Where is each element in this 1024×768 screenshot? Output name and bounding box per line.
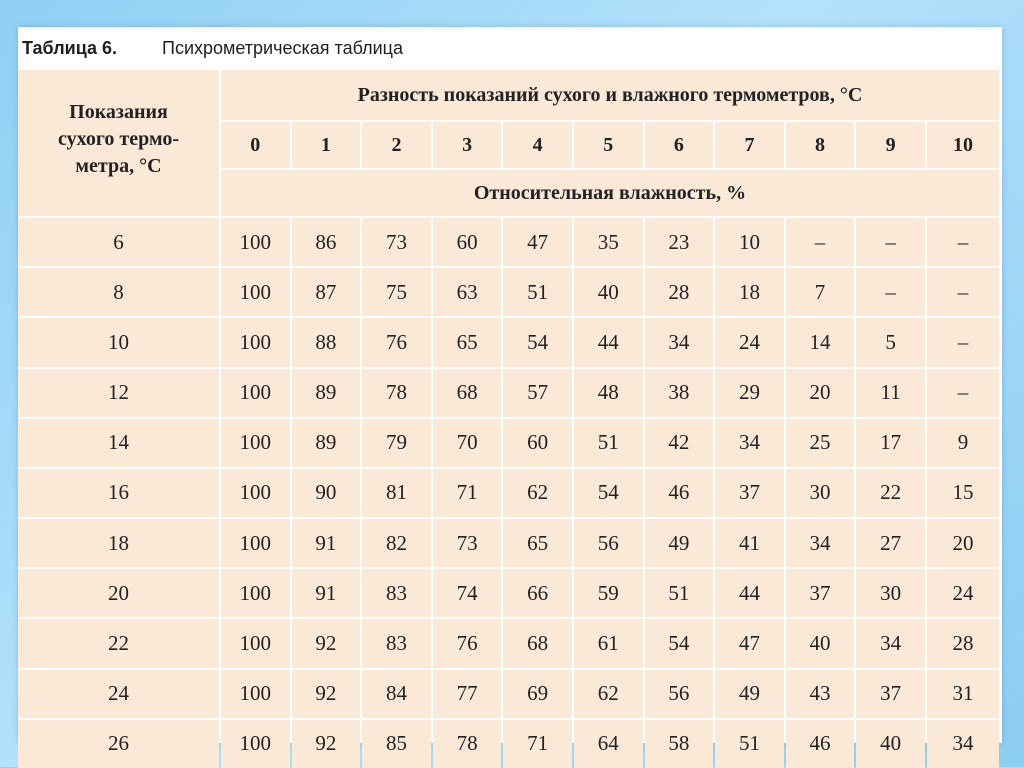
row-temperature: 22 xyxy=(18,619,219,667)
humidity-value: 38 xyxy=(645,369,714,417)
humidity-value: 56 xyxy=(645,670,714,718)
humidity-value: 74 xyxy=(433,569,502,617)
row-temperature: 12 xyxy=(18,369,219,417)
humidity-value: 37 xyxy=(715,469,784,517)
table-number: Таблица 6. xyxy=(22,37,118,58)
humidity-value: 40 xyxy=(786,619,855,667)
humidity-value: 28 xyxy=(927,619,999,667)
humidity-value: – xyxy=(927,218,999,266)
dry-thermometer-header xyxy=(18,70,219,216)
humidity-value: 23 xyxy=(645,218,714,266)
humidity-value: 69 xyxy=(503,670,572,718)
psychrometric-table xyxy=(18,70,1000,756)
humidity-value: 86 xyxy=(292,218,361,266)
humidity-value: 10 xyxy=(715,218,784,266)
humidity-value: 51 xyxy=(574,419,643,467)
humidity-value: 91 xyxy=(292,519,361,567)
humidity-value: 65 xyxy=(433,318,502,366)
difference-header: Разность показаний сухого и влажного термометров, °С xyxy=(221,70,999,120)
column-header: 8 xyxy=(786,122,855,168)
column-header: 1 xyxy=(292,122,361,168)
humidity-value: 40 xyxy=(574,268,643,316)
humidity-value: 24 xyxy=(715,318,784,366)
humidity-value: 62 xyxy=(503,469,572,517)
humidity-value: 49 xyxy=(715,670,784,718)
humidity-value: 100 xyxy=(221,218,290,266)
humidity-value: 34 xyxy=(927,720,999,768)
humidity-value: 25 xyxy=(786,419,855,467)
humidity-value: 89 xyxy=(292,419,361,467)
humidity-value: 100 xyxy=(221,619,290,667)
humidity-value: 60 xyxy=(433,218,502,266)
humidity-value: 30 xyxy=(786,469,855,517)
humidity-value: 57 xyxy=(503,369,572,417)
humidity-value: – xyxy=(927,268,999,316)
humidity-value: 11 xyxy=(856,369,925,417)
humidity-value: 70 xyxy=(433,419,502,467)
humidity-value: 44 xyxy=(574,318,643,366)
corner-line-2: сухого термо- xyxy=(58,127,179,150)
humidity-value: 81 xyxy=(362,469,431,517)
humidity-value: 51 xyxy=(715,720,784,768)
humidity-value: 46 xyxy=(645,469,714,517)
humidity-value: 34 xyxy=(856,619,925,667)
humidity-value: 18 xyxy=(715,268,784,316)
row-temperature: 8 xyxy=(18,268,219,316)
row-temperature: 26 xyxy=(18,720,219,768)
column-header: 2 xyxy=(362,122,431,168)
row-temperature: 10 xyxy=(18,318,219,366)
humidity-value: 28 xyxy=(645,268,714,316)
row-temperature: 20 xyxy=(18,569,219,617)
humidity-value: 22 xyxy=(856,469,925,517)
humidity-value: 17 xyxy=(856,419,925,467)
humidity-value: 7 xyxy=(786,268,855,316)
column-header: 6 xyxy=(645,122,714,168)
humidity-value: 77 xyxy=(433,670,502,718)
row-temperature: 6 xyxy=(18,218,219,266)
humidity-value: 49 xyxy=(645,519,714,567)
column-header: 3 xyxy=(433,122,502,168)
humidity-value: 100 xyxy=(221,268,290,316)
humidity-value: 58 xyxy=(645,720,714,768)
humidity-value: – xyxy=(927,318,999,366)
humidity-value: 92 xyxy=(292,720,361,768)
column-header: 0 xyxy=(221,122,290,168)
humidity-value: 9 xyxy=(927,419,999,467)
humidity-value: 46 xyxy=(786,720,855,768)
humidity-value: – xyxy=(856,218,925,266)
humidity-value: 41 xyxy=(715,519,784,567)
row-temperature: 18 xyxy=(18,519,219,567)
humidity-value: 37 xyxy=(786,569,855,617)
humidity-value: 71 xyxy=(503,720,572,768)
humidity-value: 27 xyxy=(856,519,925,567)
humidity-value: 56 xyxy=(574,519,643,567)
humidity-value: 82 xyxy=(362,519,431,567)
humidity-value: 37 xyxy=(856,670,925,718)
humidity-value: 48 xyxy=(574,369,643,417)
humidity-value: 100 xyxy=(221,469,290,517)
humidity-value: 79 xyxy=(362,419,431,467)
humidity-value: 92 xyxy=(292,619,361,667)
humidity-value: 85 xyxy=(362,720,431,768)
humidity-value: 34 xyxy=(786,519,855,567)
humidity-value: 68 xyxy=(433,369,502,417)
humidity-value: 88 xyxy=(292,318,361,366)
humidity-value: 68 xyxy=(503,619,572,667)
humidity-value: 20 xyxy=(786,369,855,417)
humidity-value: 15 xyxy=(927,469,999,517)
humidity-value: 100 xyxy=(221,318,290,366)
humidity-value: 44 xyxy=(715,569,784,617)
humidity-value: 47 xyxy=(715,619,784,667)
humidity-value: 60 xyxy=(503,419,572,467)
humidity-value: 59 xyxy=(574,569,643,617)
humidity-value: 43 xyxy=(786,670,855,718)
humidity-value: 89 xyxy=(292,369,361,417)
humidity-value: – xyxy=(927,369,999,417)
humidity-value: 54 xyxy=(645,619,714,667)
humidity-value: 47 xyxy=(503,218,572,266)
humidity-value: 30 xyxy=(856,569,925,617)
humidity-value: 83 xyxy=(362,619,431,667)
humidity-value: 51 xyxy=(503,268,572,316)
humidity-value: 100 xyxy=(221,569,290,617)
humidity-value: 76 xyxy=(362,318,431,366)
humidity-value: 83 xyxy=(362,569,431,617)
humidity-value: 91 xyxy=(292,569,361,617)
humidity-value: 14 xyxy=(786,318,855,366)
column-header: 4 xyxy=(503,122,572,168)
humidity-value: 54 xyxy=(503,318,572,366)
corner-line-3: метра, °С xyxy=(75,154,162,177)
humidity-value: 66 xyxy=(503,569,572,617)
humidity-value: 78 xyxy=(433,720,502,768)
humidity-value: 54 xyxy=(574,469,643,517)
column-header: 5 xyxy=(574,122,643,168)
humidity-value: 62 xyxy=(574,670,643,718)
row-temperature: 14 xyxy=(18,419,219,467)
humidity-value: 71 xyxy=(433,469,502,517)
humidity-value: 100 xyxy=(221,519,290,567)
column-header: 7 xyxy=(715,122,784,168)
humidity-value: 75 xyxy=(362,268,431,316)
humidity-value: 73 xyxy=(362,218,431,266)
humidity-value: 87 xyxy=(292,268,361,316)
table-title: Психрометрическая таблица xyxy=(162,37,403,58)
humidity-value: 5 xyxy=(856,318,925,366)
humidity-value: 40 xyxy=(856,720,925,768)
humidity-value: 31 xyxy=(927,670,999,718)
humidity-value: 100 xyxy=(221,670,290,718)
humidity-value: 24 xyxy=(927,569,999,617)
humidity-value: 34 xyxy=(645,318,714,366)
column-header: 9 xyxy=(856,122,925,168)
table-caption xyxy=(22,33,403,63)
humidity-value: – xyxy=(786,218,855,266)
humidity-value: 92 xyxy=(292,670,361,718)
humidity-value: 100 xyxy=(221,369,290,417)
humidity-value: 61 xyxy=(574,619,643,667)
humidity-value: – xyxy=(856,268,925,316)
humidity-value: 20 xyxy=(927,519,999,567)
column-header: 10 xyxy=(927,122,999,168)
humidity-value: 100 xyxy=(221,419,290,467)
humidity-value: 51 xyxy=(645,569,714,617)
corner-line-1: Показания xyxy=(69,100,168,123)
humidity-value: 84 xyxy=(362,670,431,718)
humidity-value: 90 xyxy=(292,469,361,517)
humidity-value: 34 xyxy=(715,419,784,467)
humidity-value: 42 xyxy=(645,419,714,467)
humidity-value: 65 xyxy=(503,519,572,567)
humidity-value: 76 xyxy=(433,619,502,667)
row-temperature: 24 xyxy=(18,670,219,718)
row-temperature: 16 xyxy=(18,469,219,517)
humidity-value: 35 xyxy=(574,218,643,266)
humidity-value: 63 xyxy=(433,268,502,316)
humidity-value: 73 xyxy=(433,519,502,567)
humidity-header: Относительная влажность, % xyxy=(221,170,999,216)
humidity-value: 100 xyxy=(221,720,290,768)
humidity-value: 78 xyxy=(362,369,431,417)
humidity-value: 29 xyxy=(715,369,784,417)
humidity-value: 64 xyxy=(574,720,643,768)
